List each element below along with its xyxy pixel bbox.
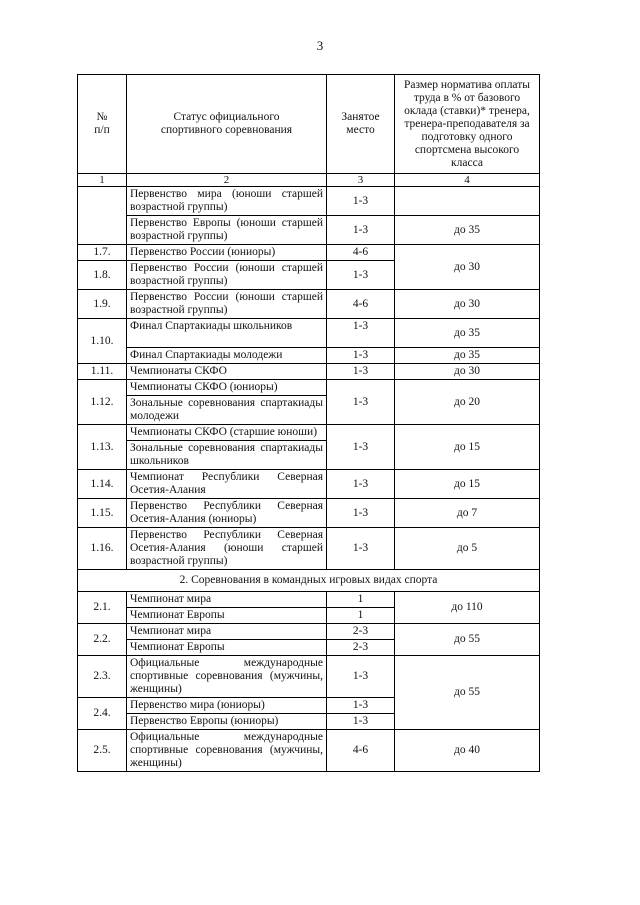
row-status: Чемпионаты СКФО (юниоры) <box>127 380 327 396</box>
row-status: Чемпионат Европы <box>127 608 327 624</box>
row-norm: до 35 <box>395 348 540 364</box>
table-row <box>78 592 540 608</box>
row-num: 2.1. <box>78 592 127 624</box>
col-number: 2 <box>127 174 327 187</box>
row-place: 4-6 <box>327 730 395 772</box>
table-row <box>78 499 540 528</box>
row-place: 4-6 <box>327 290 395 319</box>
row-num: 1.14. <box>78 470 127 499</box>
col-number: 4 <box>395 174 540 187</box>
table-row <box>78 319 540 348</box>
section-header-row <box>78 570 540 592</box>
row-norm: до 35 <box>395 216 540 245</box>
row-status: Первенство мира (юноши старшей возрастной группы) <box>127 187 327 216</box>
table-row <box>78 470 540 499</box>
row-place: 1-3 <box>327 698 395 714</box>
table-row <box>78 364 540 380</box>
row-num: 2.3. <box>78 656 127 698</box>
row-place: 1-3 <box>327 261 395 290</box>
row-status: Чемпионаты СКФО <box>127 364 327 380</box>
table-row <box>78 730 540 772</box>
row-status: Финал Спартакиады молодежи <box>127 348 327 364</box>
row-status: Первенство Европы (юноши старшей возрастной группы) <box>127 216 327 245</box>
row-status: Официальные международные спортивные соревнования (мужчины, женщины) <box>127 730 327 772</box>
row-place: 1-3 <box>327 499 395 528</box>
row-status: Чемпионат мира <box>127 592 327 608</box>
row-place: 1-3 <box>327 187 395 216</box>
row-norm: до 55 <box>395 624 540 656</box>
row-status: Зональные соревнования спартакиады молодежи <box>127 396 327 425</box>
table-row <box>78 656 540 698</box>
section-title: 2. Соревнования в командных игровых видах спорта <box>78 570 540 592</box>
row-num: 1.11. <box>78 364 127 380</box>
row-status: Первенство Европы (юниоры) <box>127 714 327 730</box>
row-status: Первенство Республики Северная Осетия-Алания (юноши старшей возрастной группы) <box>127 528 327 570</box>
row-place: 1-3 <box>327 380 395 425</box>
row-norm: до 40 <box>395 730 540 772</box>
row-norm: до 20 <box>395 380 540 425</box>
table-row <box>78 348 540 364</box>
row-norm: до 7 <box>395 499 540 528</box>
row-place: 1-3 <box>327 348 395 364</box>
page-number: 3 <box>316 38 324 53</box>
row-norm: до 15 <box>395 425 540 470</box>
row-status: Первенство мира (юниоры) <box>127 698 327 714</box>
row-place: 1-3 <box>327 656 395 698</box>
table-row <box>78 528 540 570</box>
table-row <box>78 245 540 261</box>
header-status: Статус официального спортивного соревнования <box>127 75 327 174</box>
row-num: 1.8. <box>78 261 127 290</box>
row-status: Чемпионат Республики Северная Осетия-Алания <box>127 470 327 499</box>
row-norm: до 35 <box>395 319 540 348</box>
column-numbers-row <box>78 174 540 187</box>
row-place: 1-3 <box>327 425 395 470</box>
row-num <box>78 187 127 245</box>
row-status: Чемпионат мира <box>127 624 327 640</box>
row-place: 1-3 <box>327 470 395 499</box>
table-row <box>78 216 540 245</box>
header-num: № п/п <box>78 75 127 174</box>
row-status: Официальные международные спортивные соревнования (мужчины, женщины) <box>127 656 327 698</box>
row-place: 1-3 <box>327 528 395 570</box>
table-row <box>78 187 540 216</box>
row-place: 4-6 <box>327 245 395 261</box>
table-row <box>78 624 540 640</box>
row-status: Первенство России (юноши старшей возрастной группы) <box>127 261 327 290</box>
norms-table <box>77 74 540 772</box>
row-status: Финал Спартакиады школьников <box>127 319 327 348</box>
row-status: Чемпионаты СКФО (старшие юноши) <box>127 425 327 441</box>
col-number: 1 <box>78 174 127 187</box>
row-status: Первенство Республики Северная Осетия-Алания (юниоры) <box>127 499 327 528</box>
row-norm: до 110 <box>395 592 540 624</box>
row-norm: до 5 <box>395 528 540 570</box>
row-status: Чемпионат Европы <box>127 640 327 656</box>
row-num: 1.9. <box>78 290 127 319</box>
row-num: 2.5. <box>78 730 127 772</box>
row-status: Первенство России (юниоры) <box>127 245 327 261</box>
row-num: 1.13. <box>78 425 127 470</box>
row-num: 1.7. <box>78 245 127 261</box>
row-norm: до 30 <box>395 364 540 380</box>
header-place: Занятое место <box>327 75 395 174</box>
row-place: 2-3 <box>327 640 395 656</box>
row-norm: до 15 <box>395 470 540 499</box>
row-place: 2-3 <box>327 624 395 640</box>
row-norm: до 55 <box>395 656 540 730</box>
row-norm <box>395 187 540 216</box>
col-number: 3 <box>327 174 395 187</box>
row-place: 1-3 <box>327 364 395 380</box>
table-header-row <box>78 75 540 174</box>
row-norm: до 30 <box>395 245 540 290</box>
row-norm: до 30 <box>395 290 540 319</box>
row-num: 1.12. <box>78 380 127 425</box>
row-num: 2.4. <box>78 698 127 730</box>
row-status: Зональные соревнования спартакиады школьников <box>127 441 327 470</box>
row-num: 1.15. <box>78 499 127 528</box>
header-norm: Размер норматива оплаты труда в % от базового оклада (ставки)* тренера, тренера-преподавателя за подготовку одного спортсмена высокого класса <box>395 75 540 174</box>
row-place: 1-3 <box>327 216 395 245</box>
row-place: 1 <box>327 592 395 608</box>
row-place: 1-3 <box>327 714 395 730</box>
row-num: 2.2. <box>78 624 127 656</box>
table-row <box>78 425 540 441</box>
row-place: 1-3 <box>327 319 395 348</box>
row-place: 1 <box>327 608 395 624</box>
row-num: 1.10. <box>78 319 127 364</box>
row-status: Первенство России (юноши старшей возрастной группы) <box>127 290 327 319</box>
table-row <box>78 380 540 396</box>
table-row <box>78 290 540 319</box>
row-num: 1.16. <box>78 528 127 570</box>
